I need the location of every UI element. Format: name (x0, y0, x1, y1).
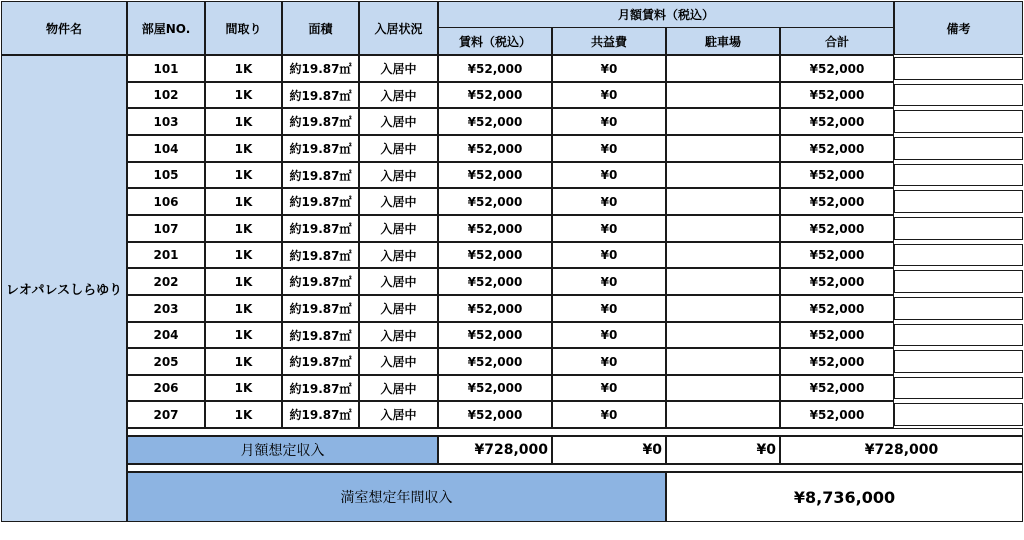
parking-cell (666, 162, 780, 188)
layout-cell: 1K (205, 215, 282, 242)
room-number-cell: 204 (127, 322, 205, 348)
occupancy-cell: 入居中 (359, 215, 438, 242)
area-cell: 約19.87㎡ (282, 55, 359, 82)
parking-cell (666, 375, 780, 401)
common-fee-cell: ¥0 (552, 295, 666, 322)
remarks-cell (894, 84, 1023, 106)
monthly-rent-sum: ¥728,000 (438, 436, 552, 464)
room-number-cell: 102 (127, 82, 205, 108)
remarks-cell (894, 137, 1023, 160)
total-cell: ¥52,000 (780, 188, 894, 215)
monthly-total-sum: ¥728,000 (780, 436, 1023, 464)
rent-cell: ¥52,000 (438, 295, 552, 322)
occupancy-cell: 入居中 (359, 188, 438, 215)
occupancy-cell: 入居中 (359, 295, 438, 322)
header-occupancy: 入居状況 (359, 1, 438, 55)
common-fee-cell: ¥0 (552, 401, 666, 428)
area-cell: 約19.87㎡ (282, 348, 359, 375)
common-fee-cell: ¥0 (552, 55, 666, 82)
header-remarks: 備考 (894, 1, 1023, 55)
occupancy-cell: 入居中 (359, 375, 438, 401)
header-area: 面積 (282, 1, 359, 55)
common-fee-cell: ¥0 (552, 82, 666, 108)
rent-cell: ¥52,000 (438, 375, 552, 401)
layout-cell: 1K (205, 135, 282, 162)
monthly-parking-sum: ¥0 (666, 436, 780, 464)
layout-cell: 1K (205, 162, 282, 188)
total-cell: ¥52,000 (780, 55, 894, 82)
rent-cell: ¥52,000 (438, 162, 552, 188)
rent-cell: ¥52,000 (438, 242, 552, 268)
monthly-income-label: 月額想定収入 (127, 436, 438, 464)
total-cell: ¥52,000 (780, 375, 894, 401)
area-cell: 約19.87㎡ (282, 108, 359, 135)
common-fee-cell: ¥0 (552, 188, 666, 215)
common-fee-cell: ¥0 (552, 215, 666, 242)
room-number-cell: 101 (127, 55, 205, 82)
header-layout: 間取り (205, 1, 282, 55)
area-cell: 約19.87㎡ (282, 295, 359, 322)
remarks-cell (894, 350, 1023, 373)
parking-cell (666, 242, 780, 268)
common-fee-cell: ¥0 (552, 322, 666, 348)
parking-cell (666, 348, 780, 375)
occupancy-cell: 入居中 (359, 55, 438, 82)
layout-cell: 1K (205, 55, 282, 82)
room-number-cell: 103 (127, 108, 205, 135)
area-cell: 約19.87㎡ (282, 268, 359, 295)
occupancy-cell: 入居中 (359, 322, 438, 348)
area-cell: 約19.87㎡ (282, 242, 359, 268)
parking-cell (666, 268, 780, 295)
remarks-cell (894, 110, 1023, 133)
remarks-cell (894, 244, 1023, 266)
total-cell: ¥52,000 (780, 242, 894, 268)
common-fee-cell: ¥0 (552, 108, 666, 135)
parking-cell (666, 295, 780, 322)
room-number-cell: 107 (127, 215, 205, 242)
occupancy-cell: 入居中 (359, 348, 438, 375)
remarks-cell (894, 57, 1023, 80)
monthly-common-sum: ¥0 (552, 436, 666, 464)
room-number-cell: 207 (127, 401, 205, 428)
rent-cell: ¥52,000 (438, 215, 552, 242)
common-fee-cell: ¥0 (552, 242, 666, 268)
area-cell: 約19.87㎡ (282, 375, 359, 401)
room-number-cell: 203 (127, 295, 205, 322)
parking-cell (666, 322, 780, 348)
common-fee-cell: ¥0 (552, 375, 666, 401)
common-fee-cell: ¥0 (552, 268, 666, 295)
header-rent: 賃料（税込） (438, 27, 552, 55)
rent-cell: ¥52,000 (438, 348, 552, 375)
total-cell: ¥52,000 (780, 82, 894, 108)
layout-cell: 1K (205, 82, 282, 108)
rent-cell: ¥52,000 (438, 322, 552, 348)
layout-cell: 1K (205, 242, 282, 268)
area-cell: 約19.87㎡ (282, 162, 359, 188)
total-cell: ¥52,000 (780, 295, 894, 322)
rent-cell: ¥52,000 (438, 82, 552, 108)
room-number-cell: 104 (127, 135, 205, 162)
header-parking: 駐車場 (666, 27, 780, 55)
layout-cell: 1K (205, 295, 282, 322)
total-cell: ¥52,000 (780, 322, 894, 348)
occupancy-cell: 入居中 (359, 82, 438, 108)
total-cell: ¥52,000 (780, 215, 894, 242)
rent-cell: ¥52,000 (438, 188, 552, 215)
area-cell: 約19.87㎡ (282, 215, 359, 242)
parking-cell (666, 55, 780, 82)
remarks-cell (894, 403, 1023, 426)
area-cell: 約19.87㎡ (282, 188, 359, 215)
parking-cell (666, 215, 780, 242)
total-cell: ¥52,000 (780, 135, 894, 162)
occupancy-cell: 入居中 (359, 242, 438, 268)
remarks-cell (894, 164, 1023, 186)
layout-cell: 1K (205, 322, 282, 348)
parking-cell (666, 82, 780, 108)
parking-cell (666, 108, 780, 135)
layout-cell: 1K (205, 108, 282, 135)
property-name-cell: レオパレスしらゆり (1, 55, 127, 522)
rent-cell: ¥52,000 (438, 268, 552, 295)
header-total: 合計 (780, 27, 894, 55)
occupancy-cell: 入居中 (359, 401, 438, 428)
room-number-cell: 205 (127, 348, 205, 375)
layout-cell: 1K (205, 268, 282, 295)
parking-cell (666, 401, 780, 428)
annual-income-value: ¥8,736,000 (666, 472, 1023, 522)
occupancy-cell: 入居中 (359, 268, 438, 295)
area-cell: 約19.87㎡ (282, 135, 359, 162)
room-number-cell: 202 (127, 268, 205, 295)
layout-cell: 1K (205, 188, 282, 215)
header-common-fee: 共益費 (552, 27, 666, 55)
rent-cell: ¥52,000 (438, 135, 552, 162)
occupancy-cell: 入居中 (359, 162, 438, 188)
annual-income-label: 満室想定年間収入 (127, 472, 666, 522)
spacer-row-2 (127, 464, 1023, 472)
occupancy-cell: 入居中 (359, 135, 438, 162)
total-cell: ¥52,000 (780, 108, 894, 135)
total-cell: ¥52,000 (780, 401, 894, 428)
rent-cell: ¥52,000 (438, 108, 552, 135)
layout-cell: 1K (205, 375, 282, 401)
remarks-cell (894, 297, 1023, 320)
header-property-name: 物件名 (1, 1, 127, 55)
occupancy-cell: 入居中 (359, 108, 438, 135)
total-cell: ¥52,000 (780, 268, 894, 295)
layout-cell: 1K (205, 348, 282, 375)
room-number-cell: 206 (127, 375, 205, 401)
area-cell: 約19.87㎡ (282, 322, 359, 348)
remarks-cell (894, 377, 1023, 399)
common-fee-cell: ¥0 (552, 135, 666, 162)
rent-cell: ¥52,000 (438, 401, 552, 428)
area-cell: 約19.87㎡ (282, 82, 359, 108)
room-number-cell: 201 (127, 242, 205, 268)
header-monthly-rent-group: 月額賃料（税込） (438, 1, 894, 28)
room-number-cell: 105 (127, 162, 205, 188)
rent-cell: ¥52,000 (438, 55, 552, 82)
remarks-cell (894, 324, 1023, 346)
remarks-cell (894, 270, 1023, 293)
common-fee-cell: ¥0 (552, 162, 666, 188)
remarks-cell (894, 190, 1023, 213)
common-fee-cell: ¥0 (552, 348, 666, 375)
remarks-cell (894, 217, 1023, 240)
parking-cell (666, 135, 780, 162)
spacer-row (127, 428, 1023, 436)
header-room-no: 部屋NO. (127, 1, 205, 55)
total-cell: ¥52,000 (780, 162, 894, 188)
layout-cell: 1K (205, 401, 282, 428)
total-cell: ¥52,000 (780, 348, 894, 375)
parking-cell (666, 188, 780, 215)
room-number-cell: 106 (127, 188, 205, 215)
area-cell: 約19.87㎡ (282, 401, 359, 428)
